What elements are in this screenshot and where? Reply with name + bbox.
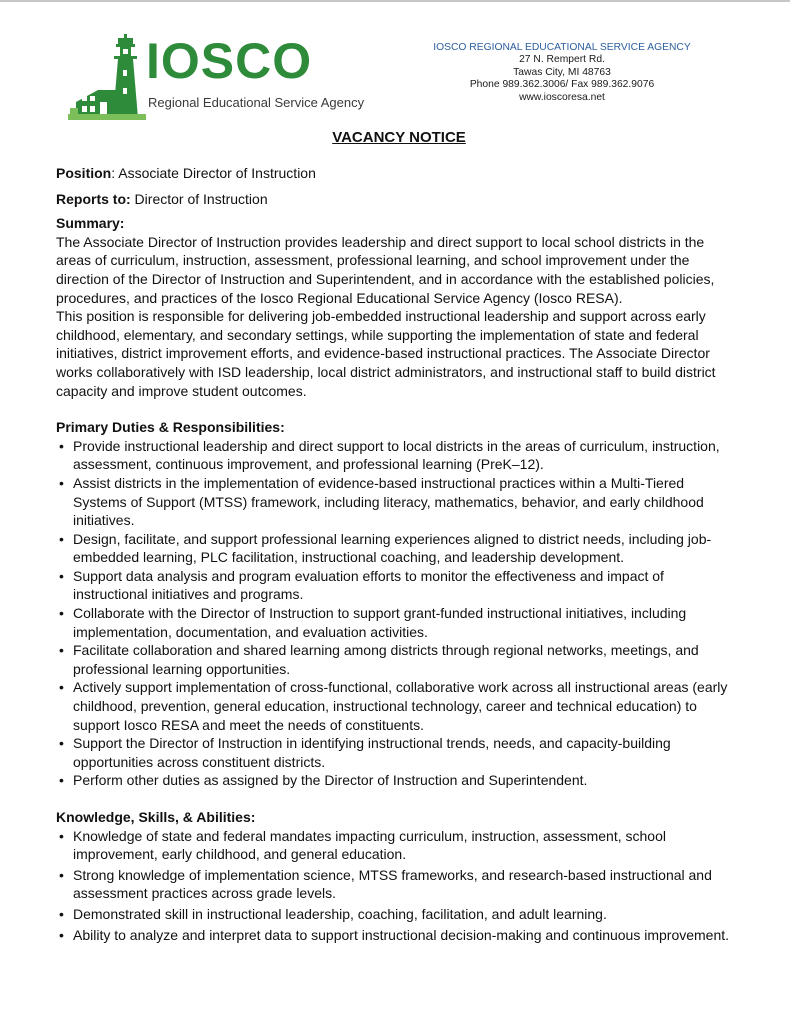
- agency-street: 27 N. Rempert Rd.: [519, 54, 605, 66]
- list-item: [56, 604, 736, 641]
- bullet-icon: •: [59, 905, 64, 922]
- list-item: [56, 905, 736, 924]
- bullet-icon: •: [59, 827, 64, 844]
- reports-to-value: Director of Instruction: [130, 190, 268, 207]
- summary-paragraph-2: This position is responsible for delivering job-embedded instructional leadership and support across early childhood, elementary, and secondary settings, while supporting the implementation of state and federal initiatives, district improvement efforts, and evidence-based instructional practices. The Associate Director works collaboratively with ISD leadership, local district administrators, and instructional staff to build district capacity and improve student outcomes.: [56, 308, 716, 399]
- bullet-icon: •: [59, 642, 64, 659]
- position-value: : Associate Director of Instruction: [111, 165, 316, 181]
- list-item: [56, 678, 736, 734]
- ksa-heading: Knowledge, Skills, & Abilities:: [56, 809, 256, 825]
- duty-text: Assist districts in the implementation of evidence-based instructional practices within a Multi-Tiered Systems of Support (MTSS) framework, including literacy, mathematics, behavior, and early childhood initiatives.: [73, 474, 704, 529]
- bullet-icon: •: [59, 735, 64, 752]
- bullet-icon: •: [59, 530, 64, 547]
- agency-phone-fax: Phone 989.362.3006/ Fax 989.362.9076: [469, 79, 655, 91]
- agency-website[interactable]: www.ioscoresa.net: [519, 91, 605, 103]
- top-border: [0, 0, 790, 2]
- list-item: [56, 926, 736, 945]
- duty-text: Collaborate with the Director of Instruction to support grant-funded instructional initiatives, including implementation, documentation, and evaluation activities.: [73, 605, 687, 640]
- duties-heading: Primary Duties & Responsibilities:: [56, 419, 285, 436]
- logo-wordmark: IOSCO: [146, 33, 313, 89]
- duty-text: Support data analysis and program evaluation efforts to monitor the effectiveness and impact of instructional initiatives and programs.: [73, 567, 664, 603]
- list-item: [56, 734, 736, 771]
- list-item: [56, 530, 736, 567]
- duty-text: Actively support implementation of cross-functional, collaborative work across all instructional areas (early childhood, prevention, general education, instructional technology, career and technical education) to support Iosco RESA and meet the needs of constituents.: [73, 679, 728, 733]
- bullet-icon: •: [59, 679, 64, 696]
- logo-tagline: Regional Educational Service Agency: [148, 95, 365, 110]
- position-line: [56, 164, 736, 183]
- list-item: [56, 641, 736, 678]
- bullet-icon: •: [59, 567, 64, 584]
- notice-body: [56, 164, 736, 946]
- list-item: [56, 437, 736, 474]
- summary-paragraph-1: The Associate Director of Instruction provides leadership and direct support to local school districts in the areas of curriculum, instruction, assessment, professional learning, and school improvement under the direction of the Director of Instruction and Superintendent, and in accordance with the established policies, procedures, and practices of the Iosco Regional Educational Service Agency (Iosco RESA).: [56, 233, 715, 306]
- ksa-text: Knowledge of state and federal mandates impacting curriculum, instruction, assessment, school improvement, early childhood, and general education.: [73, 827, 666, 863]
- list-item: [56, 771, 736, 790]
- agency-city: Tawas City, MI 48763: [513, 66, 611, 78]
- duty-text: Design, facilitate, and support professional learning experiences aligned to district needs, including job-embedded learning, PLC facilitation, instructional coaching, and leadership development.: [73, 530, 712, 566]
- agency-contact-block: [412, 42, 712, 104]
- ksa-text: Demonstrated skill in instructional leadership, coaching, facilitation, and adult learning.: [73, 905, 607, 922]
- position-label: Position: [56, 165, 112, 181]
- duty-text: Perform other duties as assigned by the Director of Instruction and Superintendent.: [73, 772, 588, 789]
- lighthouse-icon: [68, 30, 148, 122]
- bullet-icon: •: [59, 772, 64, 789]
- summary-heading: Summary:: [56, 215, 125, 232]
- bullet-icon: •: [59, 437, 64, 454]
- reports-to-line: [56, 190, 736, 209]
- list-item: [56, 866, 736, 903]
- duty-text: Support the Director of Instruction in identifying instructional trends, needs, and capacity-building opportunities across constituent districts.: [73, 735, 671, 770]
- bullet-icon: •: [59, 605, 64, 622]
- list-item: [56, 827, 736, 864]
- duty-text: Provide instructional leadership and direct support to local districts in the areas of curriculum, instruction, assessment, continuous improvement, and professional learning (PreK–12).: [73, 437, 720, 473]
- duty-text: Facilitate collaboration and shared learning among districts through regional networks, meetings, and professional learning opportunities.: [73, 642, 699, 677]
- bullet-icon: •: [59, 866, 64, 883]
- list-item: [56, 474, 736, 530]
- ksa-text: Ability to analyze and interpret data to support instructional decision-making and continuous improvement.: [73, 926, 730, 943]
- ksa-text: Strong knowledge of implementation science, MTSS frameworks, and research-based instructional and assessment practices across grade levels.: [73, 866, 712, 902]
- bullet-icon: •: [59, 474, 64, 491]
- iosco-logo: [68, 30, 378, 122]
- bullet-icon: •: [59, 926, 64, 943]
- duties-list: [56, 437, 736, 790]
- ksa-list: [56, 827, 736, 945]
- page-title: VACANCY NOTICE: [332, 129, 466, 146]
- reports-to-label: Reports to:: [56, 190, 131, 207]
- agency-name: IOSCO REGIONAL EDUCATIONAL SERVICE AGENCY: [433, 42, 691, 53]
- list-item: [56, 567, 736, 604]
